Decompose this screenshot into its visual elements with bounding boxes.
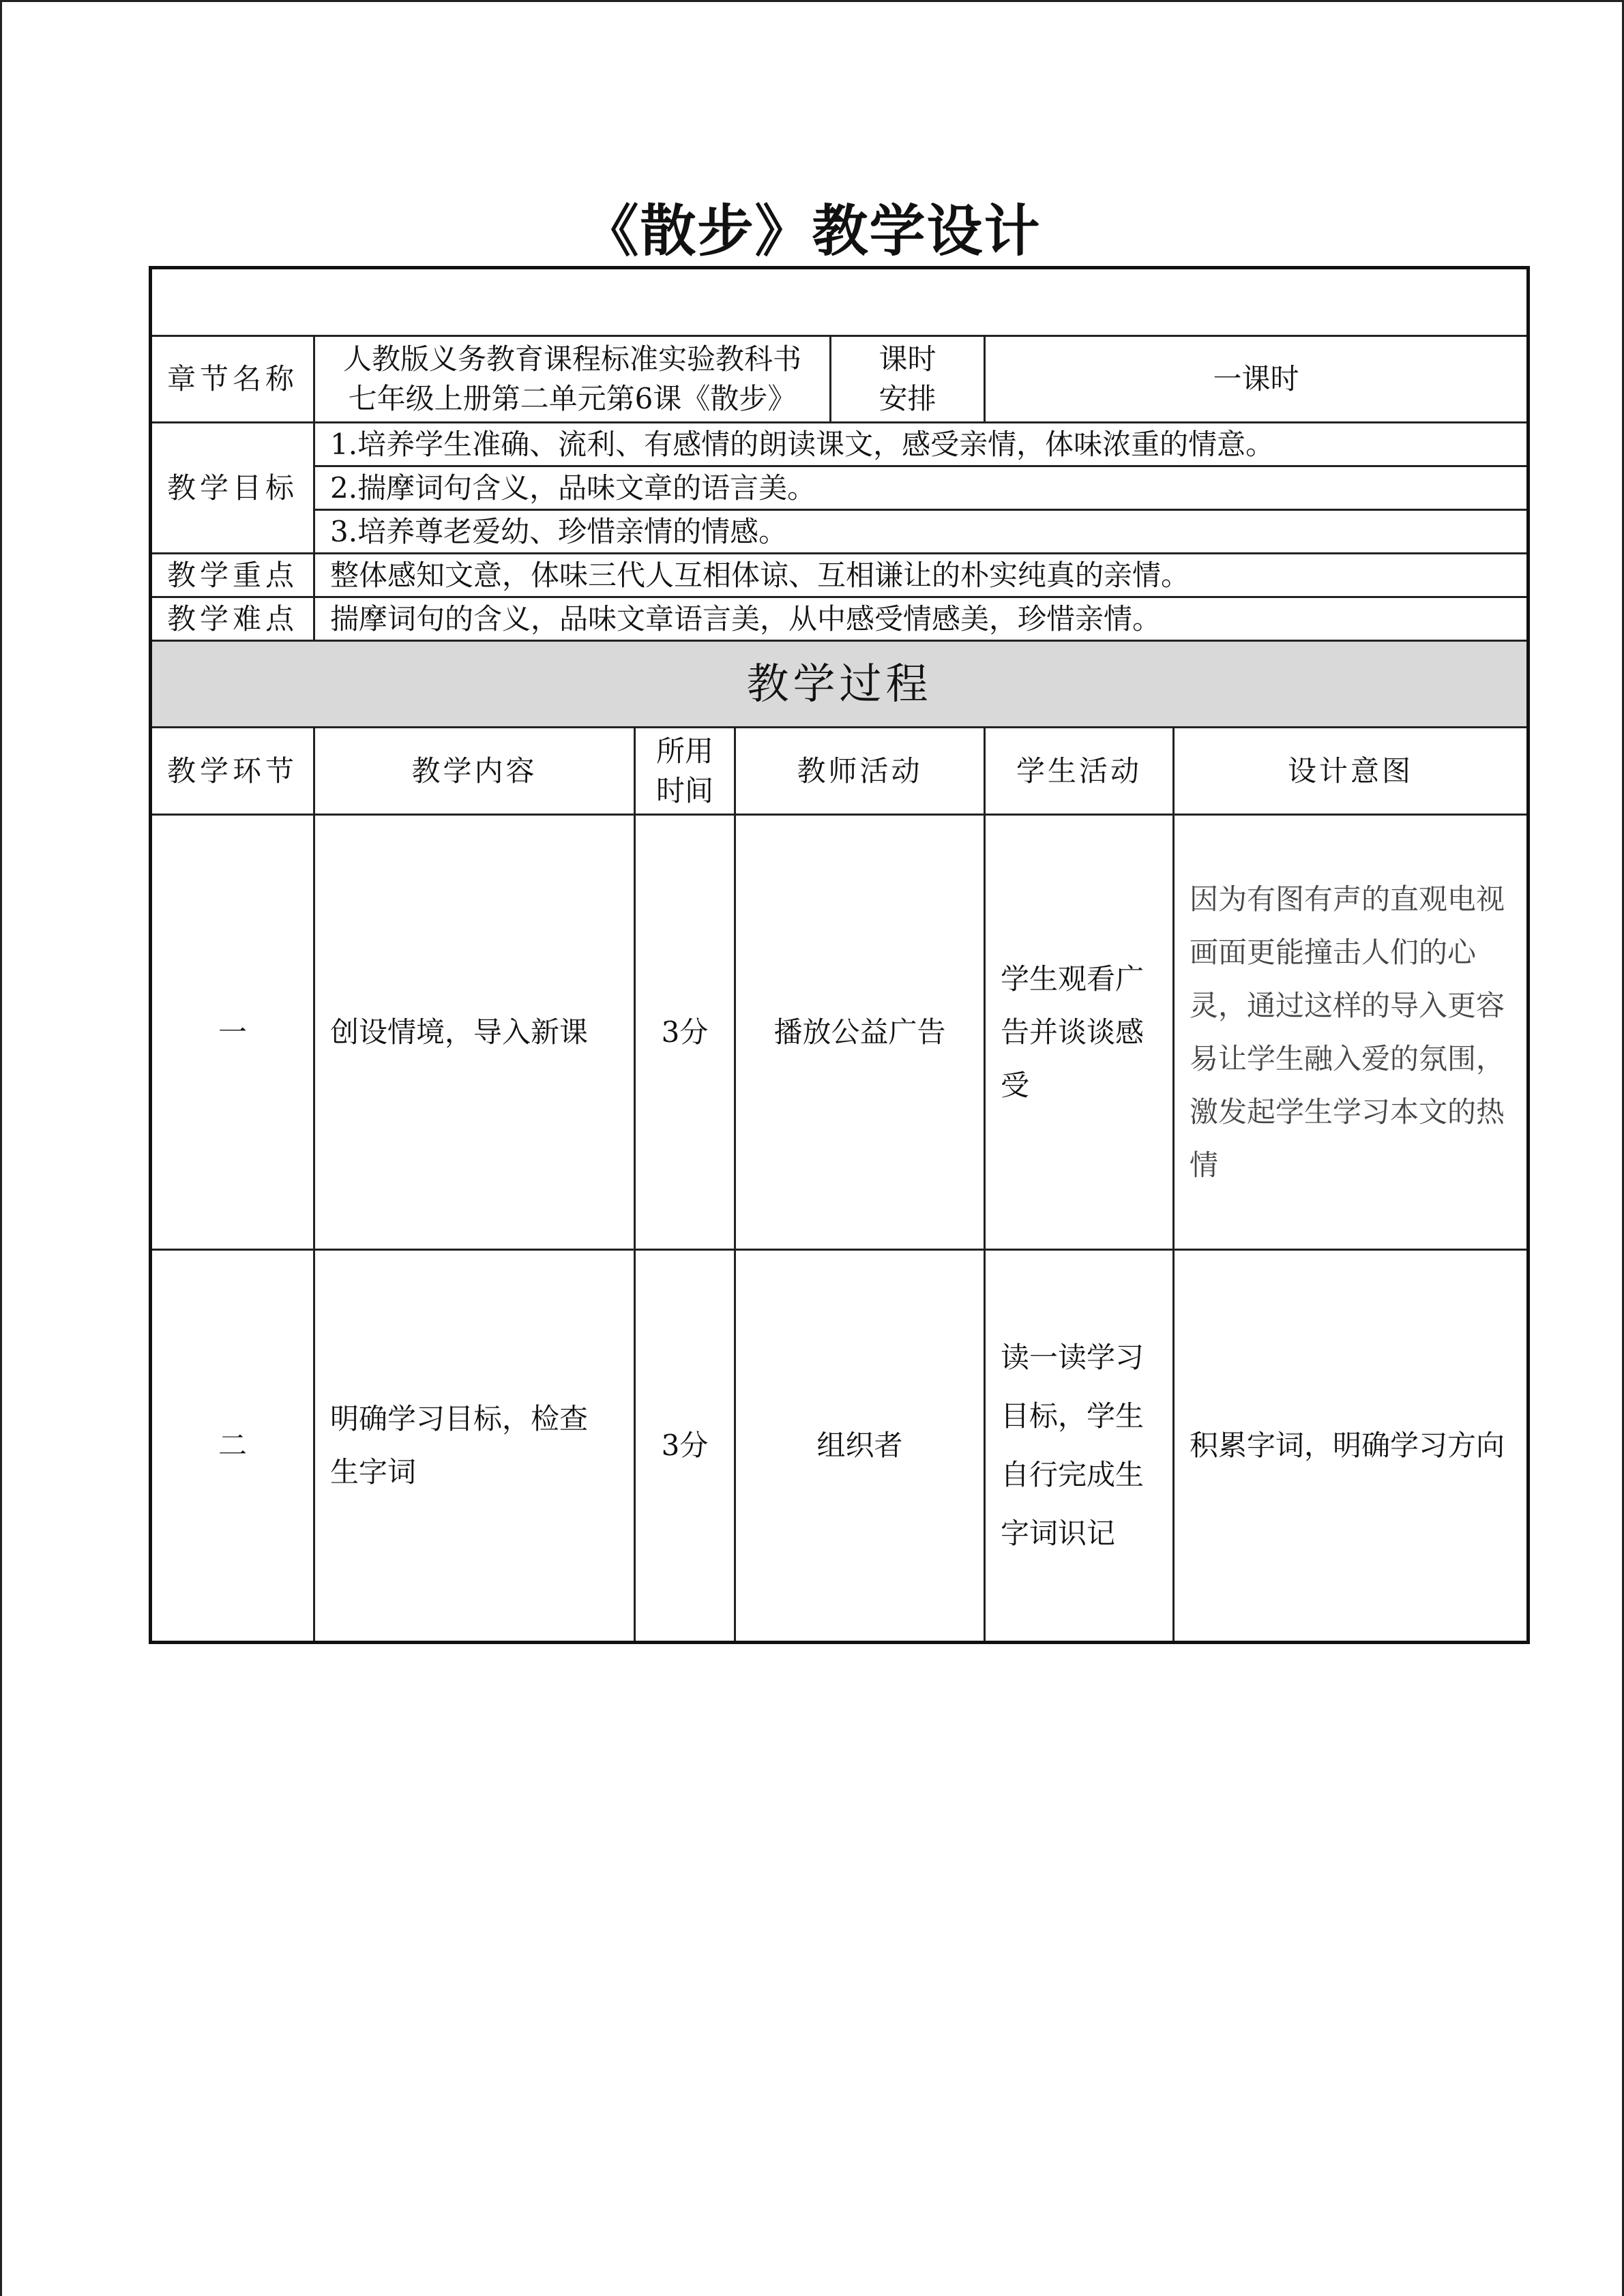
header-intent: 设计意图	[1174, 728, 1529, 815]
objective-item-3: 3.培养尊老爱幼、珍惜亲情的情感。	[314, 510, 1529, 554]
difficulty-row	[151, 597, 1529, 641]
schedule-label-line-1: 课时	[879, 342, 936, 376]
row-1-stage: 一	[151, 815, 314, 1250]
header-student: 学生活动	[985, 728, 1174, 815]
row-2-teacher: 组织者	[735, 1250, 985, 1643]
objective-item-2: 2.揣摩词句含义，品味文章的语言美。	[314, 466, 1529, 510]
process-section-title: 教学过程	[151, 641, 1529, 728]
header-stage: 教学环节	[151, 728, 314, 815]
difficulty-text: 揣摩词句的含义，品味文章语言美，从中感受情感美，珍惜亲情。	[314, 597, 1529, 641]
chapter-line-1: 人教版义务教育课程标准实验教科书	[342, 342, 801, 376]
row-1-time: 3分	[635, 815, 735, 1250]
chapter-row	[151, 336, 1529, 423]
document-title: 《散步》教学设计	[582, 199, 1042, 264]
process-row-1	[151, 815, 1529, 1250]
chapter-label: 章节名称	[151, 336, 314, 423]
row-2-time: 3分	[635, 1250, 735, 1643]
key-point-label: 教学重点	[151, 554, 314, 597]
process-header-row	[151, 728, 1529, 815]
header-time	[635, 728, 735, 815]
key-point-row	[151, 554, 1529, 597]
lesson-plan-table	[149, 266, 1530, 1644]
row-1-content: 创设情境，导入新课	[314, 815, 635, 1250]
objective-row-1	[151, 423, 1529, 466]
page-left-rule	[0, 0, 2, 2296]
row-2-stage: 二	[151, 1250, 314, 1643]
schedule-value: 一课时	[985, 336, 1529, 423]
schedule-label	[831, 336, 985, 423]
row-1-teacher: 播放公益广告	[735, 815, 985, 1250]
row-1-intent: 因为有图有声的直观电视画面更能撞击人们的心灵，通过这样的导入更容易让学生融入爱的氛围，激发起学生学习本文的热情	[1174, 815, 1529, 1250]
schedule-label-line-2: 安排	[879, 382, 936, 415]
row-2-intent: 积累字词，明确学习方向	[1174, 1250, 1529, 1643]
blank-cell	[151, 268, 1529, 336]
chapter-line-2: 七年级上册第二单元第6课《散步》	[348, 382, 797, 415]
row-1-student: 学生观看广告并谈谈感受	[985, 815, 1174, 1250]
header-time-line-1: 所用	[655, 734, 713, 768]
objectives-label: 教学目标	[151, 423, 314, 554]
process-title-row	[151, 641, 1529, 728]
header-teacher: 教师活动	[735, 728, 985, 815]
difficulty-label: 教学难点	[151, 597, 314, 641]
header-time-line-2: 时间	[655, 773, 713, 807]
objective-item-1: 1.培养学生准确、流利、有感情的朗读课文，感受亲情，体味浓重的情意。	[314, 423, 1529, 466]
process-row-2	[151, 1250, 1529, 1643]
objective-row-3	[151, 510, 1529, 554]
header-content: 教学内容	[314, 728, 635, 815]
objective-row-2	[151, 466, 1529, 510]
chapter-value	[314, 336, 831, 423]
blank-header-row	[151, 268, 1529, 336]
page-top-rule	[0, 0, 1624, 2]
row-2-student: 读一读学习目标，学生自行完成生字词识记	[985, 1250, 1174, 1643]
key-point-text: 整体感知文意，体味三代人互相体谅、互相谦让的朴实纯真的亲情。	[314, 554, 1529, 597]
row-2-content: 明确学习目标，检查生字词	[314, 1250, 635, 1643]
